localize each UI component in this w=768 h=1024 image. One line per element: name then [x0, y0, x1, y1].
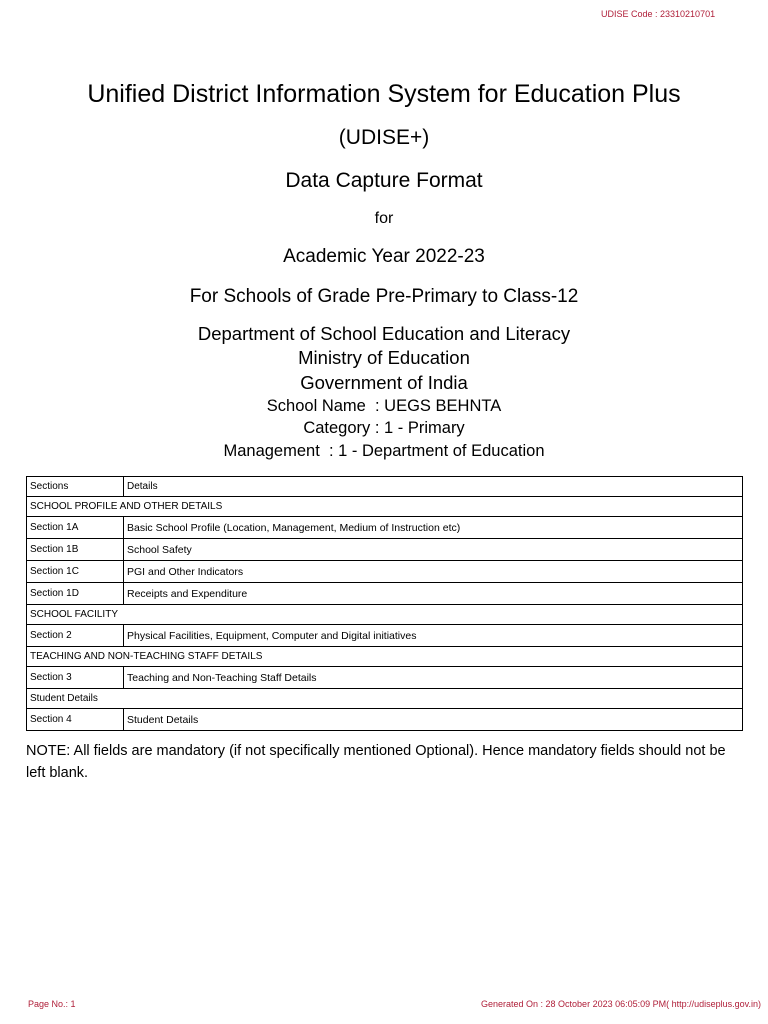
detail-cell: PGI and Other Indicators	[124, 561, 743, 583]
group-staff: TEACHING AND NON-TEACHING STAFF DETAILS	[27, 647, 743, 667]
category-line: Category : 1 - Primary	[303, 419, 465, 437]
table-row	[27, 539, 743, 561]
section-cell: Section 1D	[27, 583, 124, 605]
group-school-profile: SCHOOL PROFILE AND OTHER DETAILS	[27, 497, 743, 517]
section-cell: Section 4	[27, 709, 124, 731]
group-school-facility: SCHOOL FACILITY	[27, 605, 743, 625]
for-label: for	[374, 210, 394, 227]
sections-table	[26, 476, 743, 731]
section-cell: Section 1A	[27, 517, 124, 539]
detail-cell: Basic School Profile (Location, Management, Medium of Instruction etc)	[124, 517, 743, 539]
mandatory-note: NOTE: All fields are mandatory (if not specifically mentioned Optional). Hence mandatory fields should not be left blank.	[26, 743, 726, 781]
table-row	[27, 709, 743, 731]
section-cell: Section 1C	[27, 561, 124, 583]
table-row	[27, 561, 743, 583]
table-row	[27, 517, 743, 539]
management-line: Management : 1 - Department of Education	[223, 442, 545, 460]
section-cell: Section 1B	[27, 539, 124, 561]
detail-cell: Teaching and Non-Teaching Staff Details	[124, 667, 743, 689]
section-cell: Section 3	[27, 667, 124, 689]
group-row	[27, 497, 743, 517]
header-details: Details	[124, 477, 743, 497]
detail-cell: Receipts and Expenditure	[124, 583, 743, 605]
grade-range-title: For Schools of Grade Pre-Primary to Class-12	[189, 286, 579, 307]
table-header-row	[27, 477, 743, 497]
group-row	[27, 689, 743, 709]
udise-code: UDISE Code : 23310210701	[601, 9, 716, 19]
generated-on: Generated On : 28 October 2023 06:05:09 PM( http://udiseplus.gov.in)	[481, 999, 762, 1009]
group-row	[27, 605, 743, 625]
main-title: Unified District Information System for Education Plus	[87, 80, 681, 108]
abbreviation-title: (UDISE+)	[338, 126, 430, 149]
detail-cell: School Safety	[124, 539, 743, 561]
academic-year-title: Academic Year 2022-23	[283, 246, 485, 267]
school-name-line: School Name : UEGS BEHNTA	[266, 397, 502, 415]
group-row	[27, 647, 743, 667]
page-number: Page No.: 1	[28, 999, 76, 1009]
ministry-line: Ministry of Education	[298, 347, 470, 368]
group-students: Student Details	[27, 689, 743, 709]
government-line: Government of India	[300, 372, 468, 393]
header-sections: Sections	[27, 477, 124, 497]
section-cell: Section 2	[27, 625, 124, 647]
detail-cell: Student Details	[124, 709, 743, 731]
table-row	[27, 667, 743, 689]
detail-cell: Physical Facilities, Equipment, Computer and Digital initiatives	[124, 625, 743, 647]
table-row	[27, 625, 743, 647]
table-row	[27, 583, 743, 605]
format-title: Data Capture Format	[285, 169, 483, 192]
department-line: Department of School Education and Literacy	[197, 323, 571, 344]
